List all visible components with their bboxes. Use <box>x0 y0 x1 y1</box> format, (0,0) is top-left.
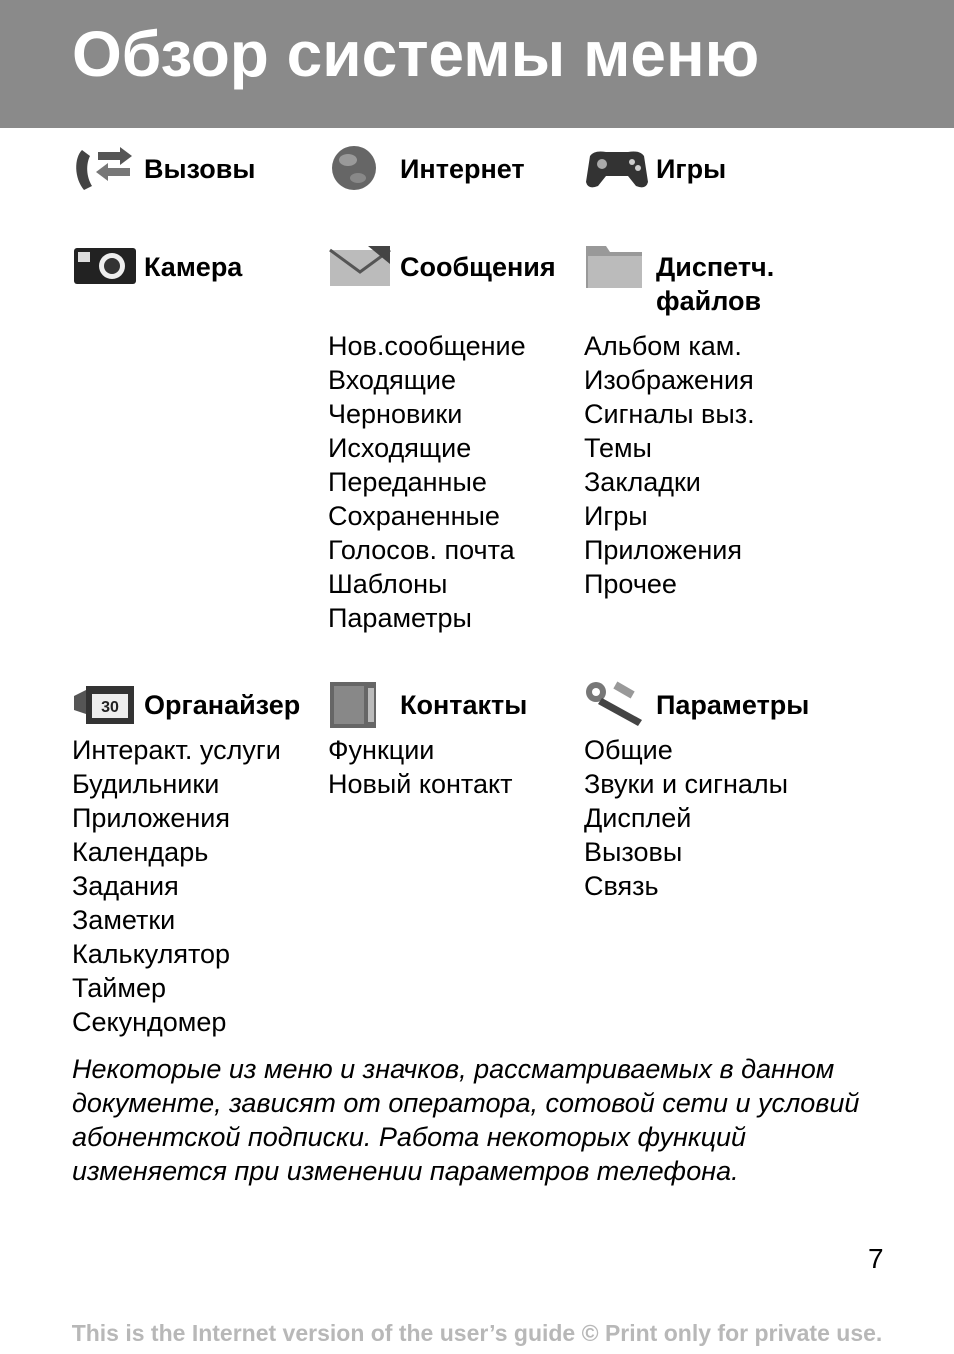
list-item[interactable]: Будильники <box>72 769 220 799</box>
address-book-icon <box>328 680 394 730</box>
menu-internet <box>328 144 525 194</box>
file-manager-label-line1: Диспетч. <box>656 252 775 282</box>
contacts-submenu <box>328 733 512 801</box>
settings-submenu <box>584 733 788 903</box>
list-item[interactable]: Исходящие <box>328 433 472 463</box>
list-item[interactable]: Переданные <box>328 467 487 497</box>
list-item[interactable]: Календарь <box>72 837 209 867</box>
list-item[interactable]: Секундомер <box>72 1007 227 1037</box>
menu-file-manager <box>584 242 774 318</box>
wrench-icon <box>584 680 650 730</box>
menu-label-internet: Интернет <box>400 154 525 184</box>
list-item[interactable]: Интеракт. услуги <box>72 735 281 765</box>
menu-games <box>584 144 726 194</box>
menu-contacts <box>328 680 527 730</box>
list-item[interactable]: Альбом кам. <box>584 331 742 361</box>
list-item[interactable]: Входящие <box>328 365 457 395</box>
globe-icon <box>328 144 394 194</box>
list-item[interactable]: Сигналы выз. <box>584 399 755 429</box>
list-item[interactable]: Сохраненные <box>328 501 500 531</box>
list-item[interactable]: Новый контакт <box>328 769 513 799</box>
list-item[interactable]: Задания <box>72 871 179 901</box>
menu-label-games: Игры <box>656 154 727 184</box>
list-item[interactable]: Калькулятор <box>72 939 231 969</box>
file-manager-submenu <box>584 329 755 601</box>
list-item[interactable]: Вызовы <box>584 837 683 867</box>
list-item[interactable]: Функции <box>328 735 435 765</box>
organizer-submenu <box>72 733 281 1039</box>
list-item[interactable]: Дисплей <box>584 803 692 833</box>
menu-label-calls: Вызовы <box>144 154 256 184</box>
list-item[interactable]: Звуки и сигналы <box>584 769 789 799</box>
menu-label-camera: Камера <box>144 252 243 282</box>
file-manager-label-line2: файлов <box>656 286 762 316</box>
list-item[interactable]: Заметки <box>72 905 176 935</box>
list-item[interactable]: Нов.сообщение <box>328 331 526 361</box>
camera-icon <box>72 242 138 292</box>
phone-arrows-icon <box>72 144 138 194</box>
menu-label-messages: Сообщения <box>400 252 556 282</box>
menu-label-organizer: Органайзер <box>144 690 301 720</box>
list-item[interactable]: Связь <box>584 871 659 901</box>
list-item[interactable]: Приложения <box>72 803 230 833</box>
menu-label-contacts: Контакты <box>400 690 528 720</box>
list-item[interactable]: Таймер <box>72 973 166 1003</box>
page-title: Обзор системы меню <box>72 18 760 90</box>
list-item[interactable]: Параметры <box>328 603 472 633</box>
menu-camera <box>72 242 242 292</box>
list-item[interactable]: Изображения <box>584 365 754 395</box>
list-item[interactable]: Игры <box>584 501 648 531</box>
list-item[interactable]: Темы <box>584 433 652 463</box>
list-item[interactable]: Прочее <box>584 569 677 599</box>
page-header <box>0 0 954 128</box>
messages-submenu <box>328 329 526 635</box>
menu-label-settings: Параметры <box>656 690 810 720</box>
menu-calls <box>72 144 255 194</box>
menu-settings <box>584 680 809 730</box>
svg-text:30: 30 <box>101 699 119 716</box>
menu-organizer <box>72 680 300 730</box>
list-item[interactable]: Черновики <box>328 399 463 429</box>
list-item[interactable]: Закладки <box>584 467 701 497</box>
page-number: 7 <box>868 1243 884 1274</box>
footer-disclaimer: This is the Internet version of the user’s guide © Print only for private use. <box>71 1320 883 1346</box>
envelope-icon <box>328 242 394 292</box>
menu-label-file-manager <box>656 242 774 318</box>
list-item[interactable]: Приложения <box>584 535 742 565</box>
folder-icon <box>584 242 650 292</box>
operator-note: Некоторые из меню и значков, рассматриваемых в данном документе, зависят от оператора, сотовой сети и условий абонентской подписки. Работа некоторых функций изменяется при изменении параметров телефона. <box>72 1054 860 1186</box>
calendar-icon <box>72 680 138 730</box>
list-item[interactable]: Общие <box>584 735 673 765</box>
menu-messages <box>328 242 556 292</box>
gamepad-icon <box>584 144 650 194</box>
list-item[interactable]: Голосов. почта <box>328 535 515 565</box>
list-item[interactable]: Шаблоны <box>328 569 448 599</box>
